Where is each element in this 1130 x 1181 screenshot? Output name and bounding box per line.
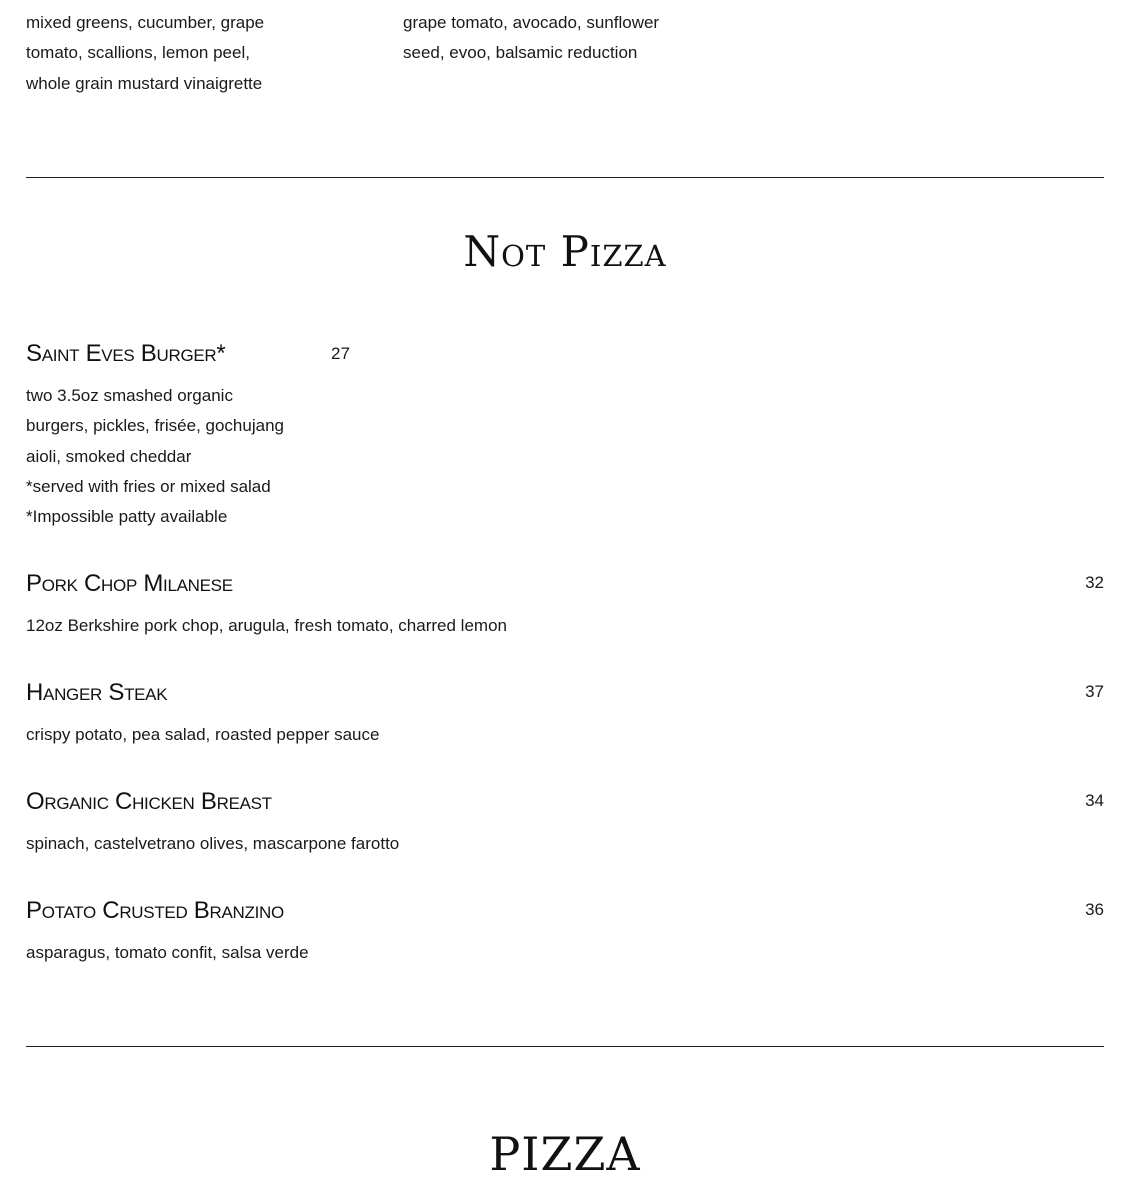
description-line: grape tomato, avocado, sunflower [403, 13, 660, 32]
salad-right-description [403, 8, 659, 69]
description-line: two 3.5oz smashed organic [26, 386, 233, 405]
menu-item-name-chicken: Organic Chicken Breast [26, 788, 272, 815]
menu-item-description-burger [26, 381, 284, 532]
description-line: *served with fries or mixed salad [26, 476, 271, 496]
section-title-not-pizza: Not Pizza [463, 227, 667, 276]
description-line: tomato, scallions, lemon peel, [26, 43, 250, 63]
menu-item-price-branzino: 36 [1085, 900, 1104, 919]
section-title-pizza: PIZZA [489, 1127, 641, 1181]
menu-item-price-burger: 27 [331, 344, 350, 363]
menu-item-name-branzino: Potato Crusted Branzino [26, 897, 284, 924]
description-line: mixed greens, cucumber, grape [26, 13, 265, 32]
menu-item-price-chicken: 34 [1085, 791, 1104, 810]
description-line: seed, evoo, balsamic reduction [403, 43, 638, 63]
menu-item-name-hanger-steak: Hanger Steak [26, 679, 168, 706]
menu-item-description-pork-chop: 12oz Berkshire pork chop, arugula, fresh tomato, charred lemon [26, 616, 507, 635]
menu-item-description-chicken: spinach, castelvetrano olives, mascarpone farotto [26, 834, 400, 853]
salad-left-description [26, 8, 264, 99]
menu-item-price-hanger-steak: 37 [1085, 682, 1104, 701]
menu-item-description-branzino: asparagus, tomato confit, salsa verde [26, 943, 309, 962]
menu-item-name-burger: Saint Eves Burger* [26, 340, 226, 367]
description-line: burgers, pickles, frisée, gochujang [26, 416, 284, 436]
description-line: whole grain mustard vinaigrette [26, 73, 263, 93]
description-line: aioli, smoked cheddar [26, 446, 192, 466]
section-divider [26, 177, 1104, 178]
section-divider [26, 1046, 1104, 1047]
description-line: *Impossible patty available [26, 507, 228, 527]
menu-item-name-pork-chop: Pork Chop Milanese [26, 570, 233, 597]
menu-item-description-hanger-steak: crispy potato, pea salad, roasted pepper sauce [26, 725, 380, 744]
menu-item-price-pork-chop: 32 [1085, 573, 1104, 592]
